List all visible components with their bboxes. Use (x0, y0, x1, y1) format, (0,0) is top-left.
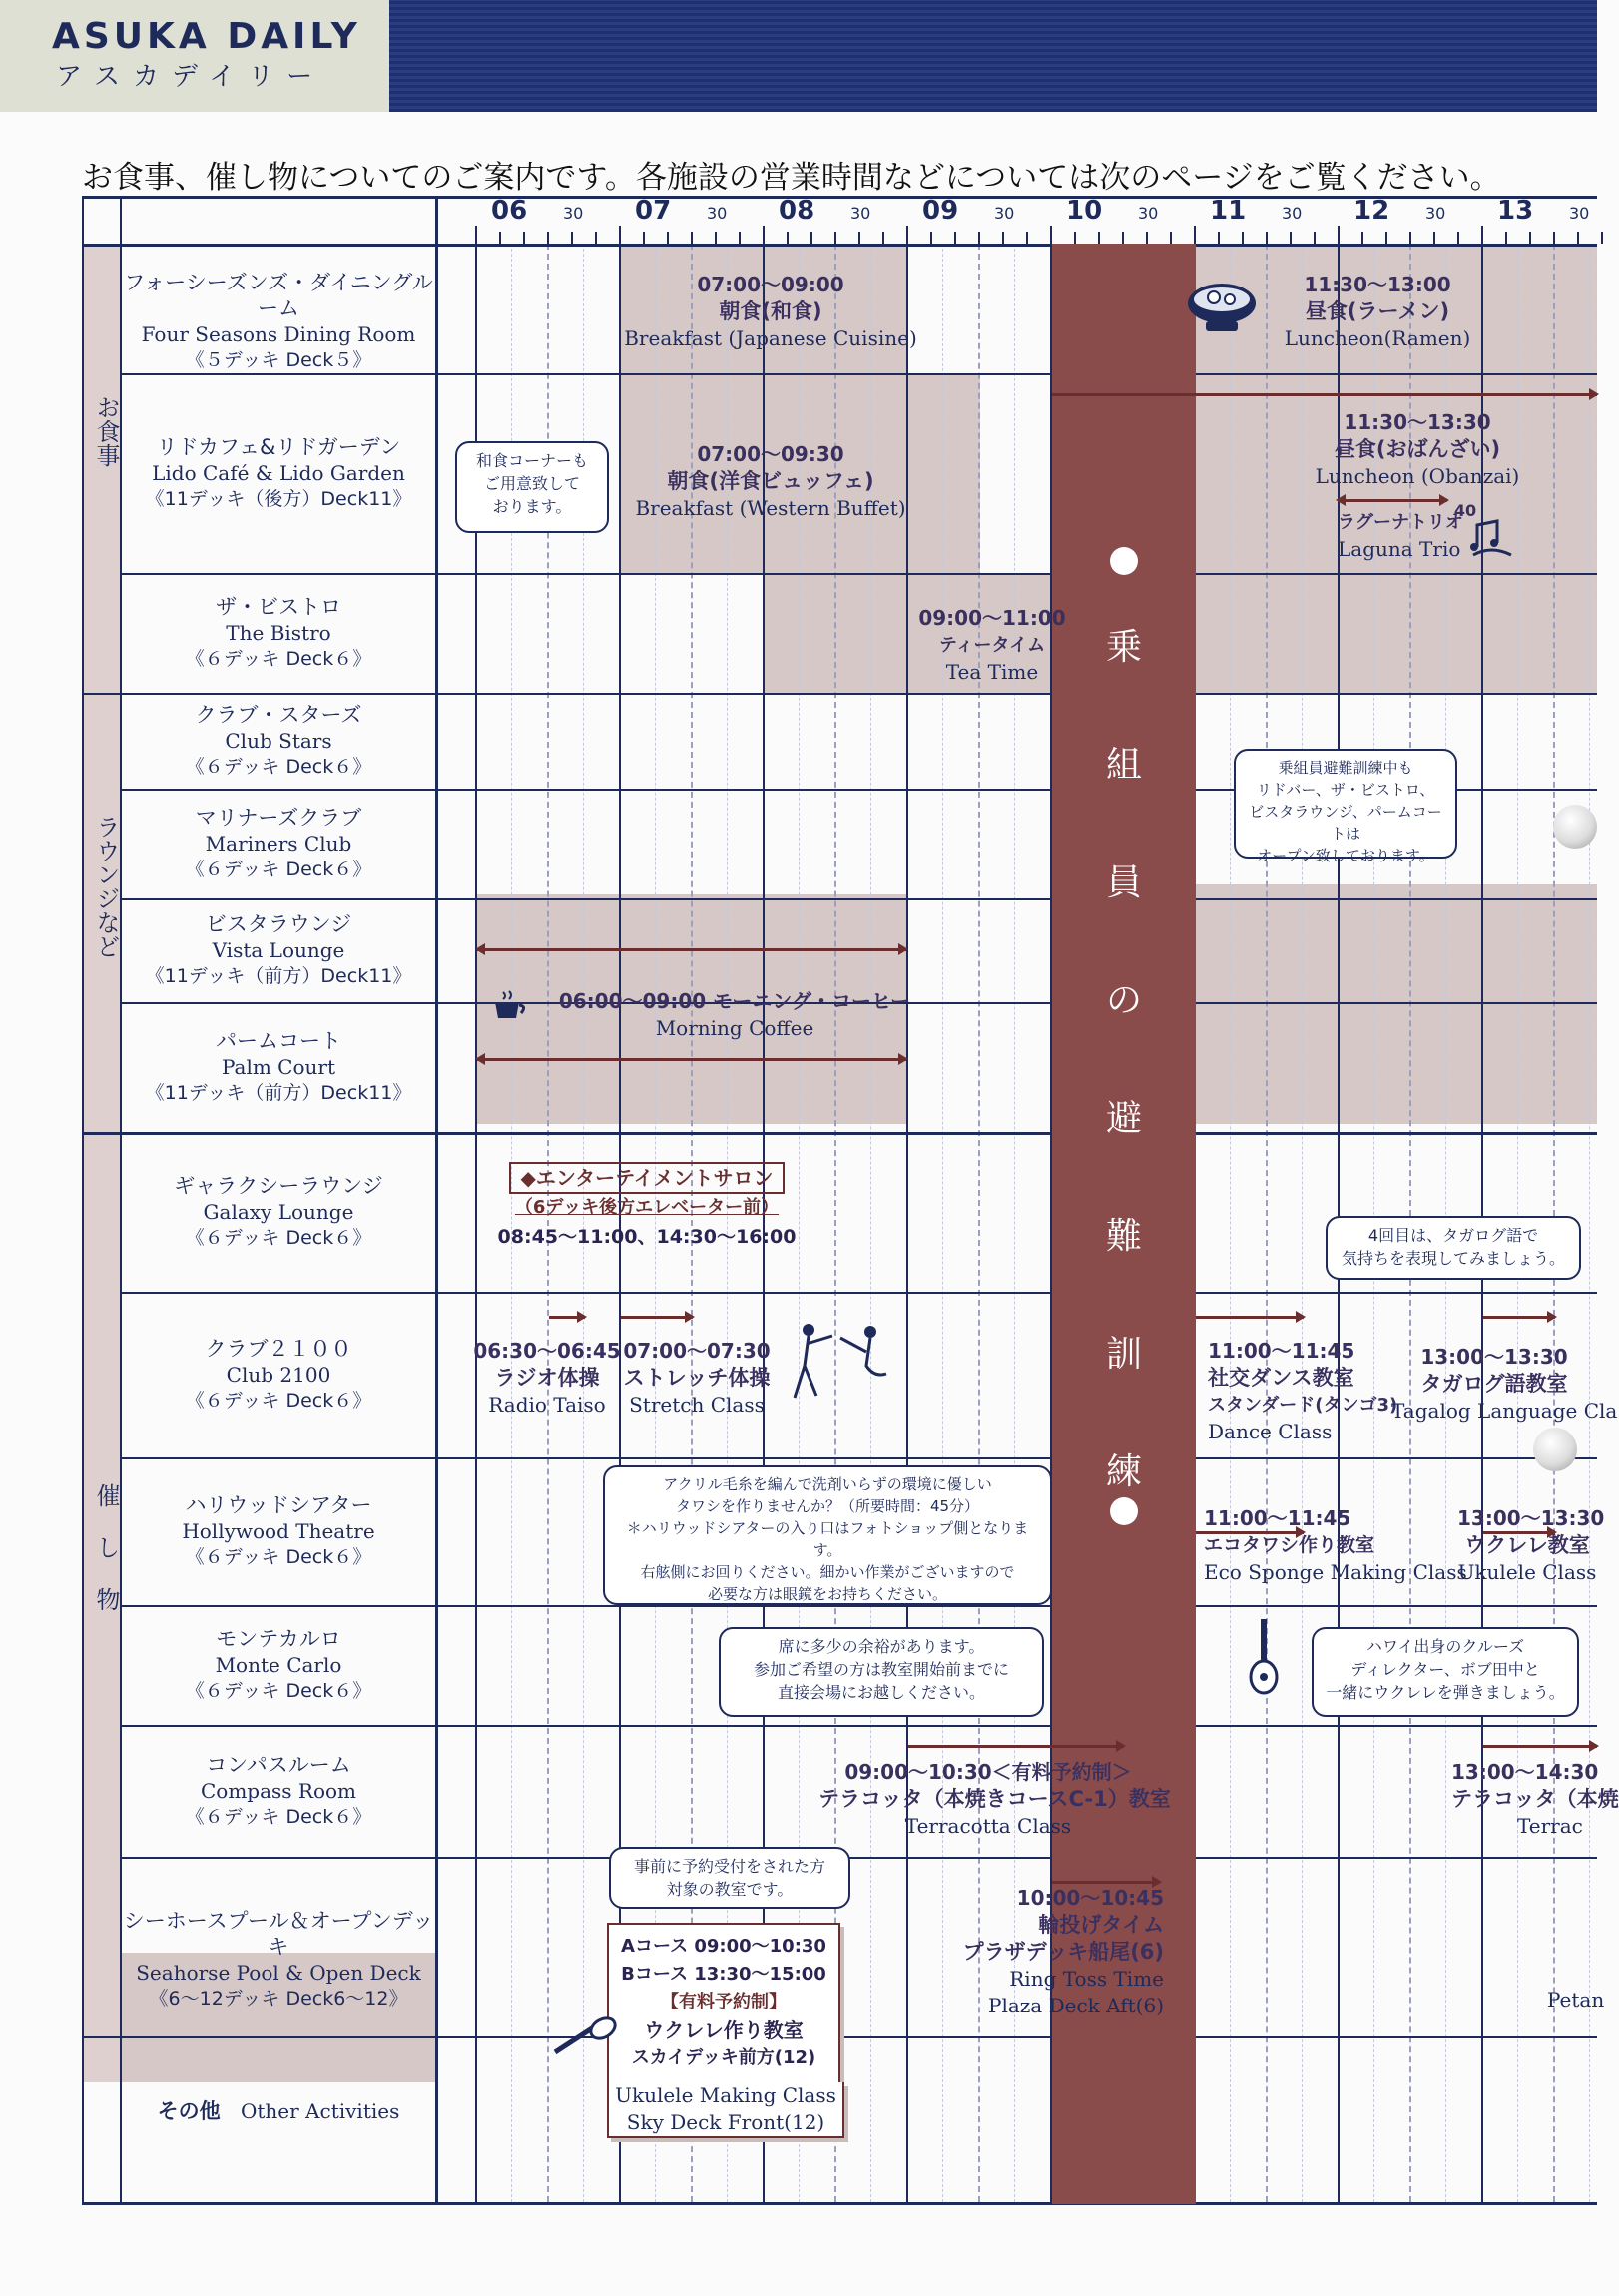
half-hour-label: 30 (707, 204, 728, 223)
event-en: Radio Taiso (488, 1393, 606, 1417)
time-tick (1050, 226, 1052, 244)
venue-deck: 《５デッキ Deck５》 (185, 349, 372, 371)
row-line (120, 1457, 1597, 1459)
event-time: 11:30～13:00 (1304, 273, 1451, 296)
event-jp: 昼食(ラーメン) (1305, 299, 1450, 323)
coffee-cup-icon (489, 988, 529, 1024)
time-tick (858, 232, 860, 244)
event-stretch (617, 1338, 777, 1419)
event-sub: スタンダード(タンゴ3) (1208, 1395, 1398, 1416)
event-ukulele-making-en (607, 2082, 844, 2138)
time-tick (954, 232, 956, 244)
event-salon (495, 1162, 799, 1262)
venue-jp: コンパスルーム (206, 1753, 351, 1777)
venue-jp: パームコート (216, 1029, 341, 1053)
venue-cell (122, 1492, 435, 1570)
time-tick (1361, 232, 1363, 244)
event-en: Petan (1547, 1988, 1605, 2011)
event-jp: 朝食(洋食ビュッフェ) (667, 469, 874, 493)
event-time: 13:00～13:30 (1457, 1506, 1605, 1530)
event-dance (1208, 1338, 1407, 1445)
venue-jp: クラブ・スターズ (195, 703, 362, 727)
terracotta-arrow (908, 1745, 1124, 1748)
time-tick (930, 232, 932, 244)
time-tick (882, 232, 884, 244)
ringtoss-arrow (1052, 1881, 1160, 1884)
paid-label: 【有料予約制】 (661, 1992, 787, 2012)
venue-cell (122, 1908, 435, 2011)
venue-en: Vista Lounge (212, 938, 345, 962)
event-time: 11:00～11:45 (1204, 1506, 1351, 1530)
time-tick (763, 226, 765, 244)
event-ringtoss (944, 1885, 1164, 2019)
event-time: 13:00～14:30 (1451, 1760, 1599, 1784)
event-coffee (555, 988, 914, 1042)
venue-en: Club 2100 (226, 1363, 331, 1387)
half-hour-label: 30 (1569, 204, 1590, 223)
venue-other-en: Other Activities (240, 2099, 400, 2123)
venue-cell (122, 434, 435, 512)
row-line (120, 1725, 1597, 1727)
event-jp: ティータイム (938, 635, 1046, 656)
venue-en: Club Stars (225, 729, 332, 753)
event-jp: エコタワシ作り教室 (1204, 1534, 1375, 1556)
time-tick (1002, 232, 1004, 244)
half-hour-label: 30 (850, 204, 871, 223)
half-hour-label: 30 (1138, 204, 1159, 223)
grid-bottom-line (82, 2202, 1597, 2205)
binder-hole-bottom (1533, 1428, 1577, 1471)
time-tick (643, 232, 645, 244)
quarter-hour-line (1589, 244, 1590, 2202)
time-tick (1601, 232, 1603, 244)
venue-jp: モンテカルロ (216, 1627, 341, 1651)
venue-en: Compass Room (200, 1779, 357, 1803)
event-jp: 社交ダンス教室 (1208, 1366, 1354, 1390)
time-tick (739, 232, 741, 244)
venue-cell (122, 911, 435, 989)
time-tick (691, 232, 693, 244)
event-time: 09:00～11:00 (918, 606, 1066, 630)
laguna-arrow (1338, 499, 1447, 502)
venue-deck: 《６デッキ Deck６》 (185, 1680, 372, 1702)
venue-cell (122, 594, 435, 672)
event-jp: 昼食(おばんざい) (1334, 437, 1501, 461)
venue-en: Mariners Club (205, 832, 352, 856)
event-tea (902, 605, 1082, 686)
half-hour-label: 30 (1425, 204, 1446, 223)
event-petan (1547, 1987, 1605, 2013)
venue-jp: フォーシーズンズ・ダイニングルーム (124, 271, 433, 320)
event-en: Terrac (1517, 1814, 1583, 1838)
time-tick (499, 232, 501, 244)
time-tick (1074, 232, 1076, 244)
row-line (82, 693, 1597, 695)
venue-cell (122, 805, 435, 882)
note-tagalog: 4回目は、タガログ語で 気持ちを表現してみましょう。 (1326, 1216, 1581, 1280)
quarter-hour-line (942, 244, 943, 2202)
venue-cell (122, 1336, 435, 1414)
venue-deck: 《6～12デッキ Deck6～12》 (149, 1988, 408, 2009)
venue-deck: 《６デッキ Deck６》 (185, 1546, 372, 1568)
row-line (120, 1857, 1597, 1859)
time-tick (906, 226, 908, 244)
venue-deck: 《６デッキ Deck６》 (185, 1806, 372, 1828)
event-fs-lunch (1268, 272, 1487, 352)
coffee-arrow-top (477, 948, 906, 951)
event-place-en: Sky Deck Front(12) (626, 2110, 825, 2134)
event-jp: テラコッタ（本焼 (1451, 1787, 1619, 1811)
venue-deck: 《６デッキ Deck６》 (185, 859, 372, 880)
time-tick (1385, 232, 1387, 244)
venue-deck: 《６デッキ Deck６》 (185, 756, 372, 778)
time-tick (547, 232, 549, 244)
time-tick (1433, 232, 1435, 244)
brand-title: ASUKA DAILY (52, 16, 361, 57)
venue-cell (122, 1752, 435, 1830)
time-tick (1122, 232, 1124, 244)
time-tick (1577, 232, 1579, 244)
time-tick (619, 226, 621, 244)
venue-en: Palm Court (221, 1055, 336, 1079)
category-dining-text: お食事 (92, 395, 120, 467)
event-jp: モーニング・コーヒー (713, 989, 911, 1013)
venue-jp: クラブ２１００ (205, 1337, 352, 1361)
note-eco: アクリル毛糸を編んで洗剤いらずの環境に優しい タワシを作りませんか？（所要時間：45分） ＊ハリウッドシアターの入り口はフォトショップ側となります。 右舷側にお回りください。細かい作業がございますので 必要な方は眼鏡をお持ちください。 (603, 1465, 1052, 1605)
radio-arrow (549, 1316, 585, 1319)
event-en: Breakfast (Japanese Cuisine) (624, 326, 917, 350)
shade-lounge-pm (1196, 884, 1597, 1124)
time-tick (978, 232, 980, 244)
event-en: Morning Coffee (655, 1016, 814, 1040)
time-tick (571, 232, 573, 244)
time-tick (787, 232, 789, 244)
venue-jp: ザ・ビストロ (216, 595, 341, 619)
category-lounge-text: ラウンジなど (92, 815, 120, 958)
grid-left-line (82, 196, 84, 2204)
half-hour-label: 30 (1282, 204, 1303, 223)
event-jp: 輪投げタイム (1038, 1913, 1164, 1937)
coffee-arrow-bottom (477, 1058, 906, 1061)
venue-en: Seahorse Pool & Open Deck (136, 1961, 421, 1985)
category-dining-label (86, 395, 120, 479)
event-en: Dance Class (1208, 1420, 1333, 1443)
event-time: 11:00～11:45 (1208, 1339, 1355, 1363)
drill-char: の (1105, 980, 1142, 1021)
time-tick (475, 226, 477, 244)
venue-divider (435, 196, 438, 2204)
stretch-arrow (621, 1316, 693, 1319)
venue-deck: 《６デッキ Deck６》 (185, 1390, 372, 1412)
event-en: Eco Sponge Making Class (1204, 1560, 1467, 1584)
drill-char: 員 (1105, 862, 1142, 903)
venue-deck: 《11デッキ（後方）Deck11》 (145, 488, 412, 510)
time-tick (1314, 232, 1316, 244)
time-tick (1170, 232, 1172, 244)
venue-jp: リドカフェ&リドガーデン (156, 435, 401, 459)
half-hour-label: 30 (563, 204, 584, 223)
hour-label: 12 (1353, 196, 1390, 226)
hour-label: 06 (491, 196, 528, 226)
time-tick (1242, 232, 1244, 244)
time-tick (1505, 232, 1507, 244)
dancers-icon (775, 1318, 904, 1408)
time-tick (1218, 232, 1220, 244)
venue-cell (122, 1028, 435, 1106)
row-line (120, 373, 1597, 375)
venue-en: Four Seasons Dining Room (141, 322, 416, 346)
ukulele-small-icon (551, 2016, 621, 2056)
venue-deck: 《６デッキ Deck６》 (185, 648, 372, 670)
salon-time: 08:45～11:00、14:30～16:00 (497, 1226, 797, 1248)
venue-en: The Bistro (226, 621, 331, 645)
hour-label: 08 (779, 196, 815, 226)
category-events-text: 催し物 (92, 1483, 120, 1639)
event-terracotta2 (1451, 1759, 1619, 1840)
row-line (120, 898, 1597, 900)
half-hour-line (1266, 244, 1268, 2202)
category-lounge-label (86, 815, 120, 970)
venue-deck: 《11デッキ（前方）Deck11》 (145, 1082, 412, 1104)
row-line (120, 1605, 1597, 1607)
venue-cell (122, 270, 435, 373)
venue-jp: ギャラクシーラウンジ (174, 1174, 383, 1198)
salon-title: ◆エンターテイメントサロン (509, 1162, 786, 1194)
event-en: Tagalog Language Cla (1391, 1399, 1618, 1423)
quarter-hour-line (1302, 244, 1303, 2202)
time-tick (715, 232, 717, 244)
event-en: Terracotta Class (904, 1814, 1072, 1838)
event-time: 10:00～10:45 (1016, 1886, 1164, 1910)
event-en: Ring Toss Time (1009, 1967, 1164, 1991)
course-a: Aコース 09:00～10:30 (621, 1936, 826, 1957)
time-tick (595, 232, 597, 244)
time-tick (1338, 226, 1340, 244)
drill-char: 訓 (1105, 1334, 1142, 1375)
event-time: 07:00～09:00 (697, 273, 844, 296)
event-en: Breakfast (Western Buffet) (635, 496, 906, 520)
row-line (120, 573, 1597, 575)
event-en: Laguna Trio (1338, 537, 1461, 561)
time-tick (1266, 232, 1268, 244)
time-tick (834, 232, 836, 244)
binder-hole-top (1553, 805, 1597, 849)
venue-jp: シーホースプール＆オープンデッキ (123, 1909, 434, 1959)
row-line (120, 1292, 1597, 1294)
venue-deck: 《６デッキ Deck６》 (185, 1227, 372, 1249)
drill-char: 避 (1105, 1098, 1142, 1139)
note-reserve: 事前に予約受付をされた方 対象の教室です。 (609, 1847, 850, 1909)
event-fs-breakfast (621, 272, 920, 352)
event-time: 13:00～13:30 (1420, 1345, 1568, 1369)
event-jp: ウクレレ作り教室 (644, 2018, 804, 2042)
crew-drill-text (1052, 589, 1196, 1531)
venue-en: Lido Café & Lido Garden (152, 461, 405, 485)
header-stripe-band (389, 0, 1597, 112)
event-en: Luncheon (Obanzai) (1315, 464, 1520, 488)
drill-char: 練 (1105, 1451, 1142, 1492)
event-eco (1204, 1505, 1467, 1586)
time-tick (667, 232, 669, 244)
time-tick (810, 232, 812, 244)
time-tick (1409, 232, 1411, 244)
salon-place: （6デッキ後方エレベーター前） (514, 1197, 780, 1218)
hour-line (906, 244, 908, 2202)
event-jp: 朝食(和食) (719, 299, 822, 323)
venue-jp: ハリウッドシアター (185, 1493, 372, 1517)
drill-char: 組 (1105, 745, 1142, 786)
venue-cell (122, 702, 435, 780)
event-en: Stretch Class (629, 1393, 765, 1417)
hour-line (475, 244, 477, 2202)
event-en: Ukulele Making Class (615, 2083, 836, 2107)
event-lido-breakfast (621, 441, 920, 522)
grid-header-line (82, 244, 1597, 247)
section-line (82, 1132, 1597, 1135)
hour-label: 07 (635, 196, 672, 226)
tagalog-arrow (1483, 1316, 1555, 1319)
brand-kana: アスカデイリー (56, 62, 326, 92)
event-jp: ラジオ体操 (494, 1366, 600, 1390)
venue-cell (122, 1626, 435, 1704)
time-tick (1457, 232, 1459, 244)
quarter-hour-line (1230, 244, 1231, 2202)
event-ukulele (1457, 1505, 1605, 1586)
event-radio (467, 1338, 627, 1419)
event-jp: ウクレレ教室 (1464, 1533, 1590, 1557)
event-time-title (555, 988, 914, 1015)
venue-jp: ビスタラウンジ (205, 912, 352, 936)
event-time: 11:30～13:30 (1344, 410, 1491, 434)
event-time: 07:00～07:30 (623, 1339, 771, 1363)
note-wasyoku: 和食コーナーも ご用意致して おります。 (455, 441, 609, 533)
hour-label: 09 (922, 196, 959, 226)
venue-other-jp: その他 (157, 2099, 221, 2123)
category-events-label (86, 1483, 120, 1651)
time-tick (1146, 232, 1148, 244)
time-tick (1481, 226, 1483, 244)
event-en: Luncheon(Ramen) (1284, 326, 1471, 350)
event-place: プラザデッキ船尾(6) (962, 1940, 1164, 1964)
event-jp: タガログ語教室 (1420, 1372, 1568, 1396)
note-drill: 乗組員避難訓練中も リドバー、ザ・ビストロ、 ビスタラウンジ、パームコートは オープン致しております。 (1234, 749, 1457, 859)
half-hour-label: 30 (994, 204, 1015, 223)
note-hawaii: ハワイ出身のクルーズ ディレクター、ボブ田中と 一緒にウクレレを弾きましょう。 (1312, 1627, 1579, 1717)
event-lido-lunch (1298, 409, 1537, 490)
event-time: 06:00～09:00 (558, 989, 707, 1013)
terracotta2-arrow (1483, 1745, 1597, 1748)
event-place-en: Plaza Deck Aft(6) (987, 1994, 1164, 2017)
event-time: 09:00～10:30＜有料予約制＞ (844, 1760, 1132, 1784)
event-jp: ストレッチ体操 (623, 1366, 771, 1390)
lido-arrow (1052, 393, 1597, 396)
venue-en: Hollywood Theatre (182, 1519, 375, 1543)
time-tick (1194, 226, 1196, 244)
venue-deck: 《11デッキ（前方）Deck11》 (145, 965, 412, 987)
event-en: Tea Time (945, 660, 1039, 684)
venue-jp: マリナーズクラブ (195, 806, 362, 830)
time-tick (523, 232, 525, 244)
venue-en: Monte Carlo (215, 1653, 342, 1677)
event-jp: ラグーナトリオ (1338, 512, 1463, 533)
event-place: スカイデッキ前方(12) (631, 2047, 816, 2068)
ramen-bowl-icon (1184, 270, 1260, 345)
time-tick (1098, 232, 1100, 244)
venue-cell (122, 1173, 435, 1251)
note-monte: 席に多少の余裕があります。 参加ご希望の方は教室開始前までに 直接会場にお越しください。 (719, 1627, 1044, 1717)
venue-other (122, 2098, 435, 2124)
event-time: 06:30～06:45 (473, 1339, 621, 1363)
event-en: Ukulele Class (1457, 1560, 1597, 1584)
hour-label: 13 (1497, 196, 1534, 226)
event-jp: テラコッタ（本焼きコースC-1）教室 (818, 1787, 1171, 1811)
drill-char: 難 (1105, 1216, 1142, 1257)
hour-label: 11 (1210, 196, 1247, 226)
time-tick (1026, 232, 1028, 244)
time-tick (1553, 232, 1555, 244)
time-tick (1529, 232, 1531, 244)
drill-char: 乗 (1105, 627, 1142, 668)
quarter-hour-line (870, 244, 871, 2202)
music-icon (1467, 517, 1517, 563)
intro-text: お食事、催し物についてのご案内です。各施設の営業時間などについては次のページをご覧ください。 (82, 160, 1501, 196)
event-tagalog (1391, 1344, 1618, 1425)
event-time: 07:00～09:30 (697, 442, 844, 466)
drill-start-dot (1110, 547, 1138, 575)
ukulele-icon (1246, 1617, 1282, 1701)
time-tick (1290, 232, 1292, 244)
event-time: 40 (1453, 501, 1477, 520)
dance-arrow (1196, 1316, 1304, 1319)
course-b: Bコース 13:30～15:00 (621, 1964, 826, 1985)
event-terracotta (818, 1759, 1171, 1840)
hour-label: 10 (1066, 196, 1103, 226)
venue-en: Galaxy Lounge (203, 1200, 354, 1224)
